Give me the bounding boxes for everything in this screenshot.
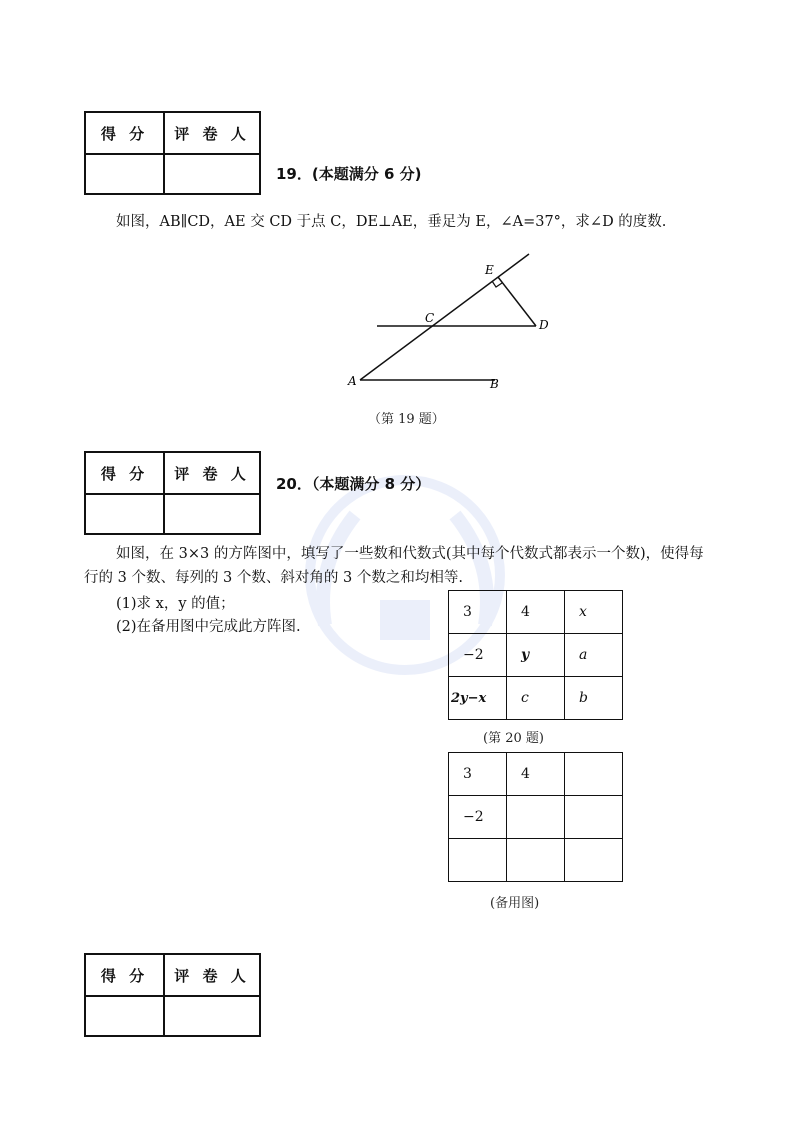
q20-backup-grid — [448, 752, 623, 882]
q19-title: 19．(本题满分 6 分) — [276, 165, 422, 183]
q20-sub2: (2)在备用图中完成此方阵图. — [116, 619, 301, 635]
grid-cell — [507, 839, 565, 882]
label-a: A — [348, 374, 357, 388]
grader-label: 评 卷 人 — [164, 112, 260, 154]
q19-caption: （第 19 题） — [368, 412, 445, 427]
grader-label: 评 卷 人 — [164, 954, 260, 996]
label-e: E — [485, 263, 494, 277]
grader-cell — [164, 494, 260, 534]
grader-label: 评 卷 人 — [164, 452, 260, 494]
q20-title: 20．（本题满分 8 分） — [276, 475, 431, 493]
label-b: B — [490, 377, 499, 391]
q19-text: 如图，AB∥CD，AE 交 CD 于点 C，DE⊥AE，垂足为 E，∠A=37°，求∠D 的度数. — [116, 214, 667, 230]
grid-cell — [565, 753, 623, 796]
right-angle-mark — [492, 281, 502, 287]
grid-cell — [449, 839, 507, 882]
score-label: 得 分 — [85, 954, 164, 996]
grid-cell: x — [565, 591, 623, 634]
grid-cell: 4 — [507, 753, 565, 796]
q20-caption: (第 20 题) — [483, 731, 544, 746]
q20-text-line1: 如图，在 3×3 的方阵图中，填写了一些数和代数式(其中每个代数式都表示一个数)，使得每 — [116, 546, 704, 562]
grid-cell: a — [565, 634, 623, 677]
line-ed — [498, 277, 536, 326]
label-d: D — [539, 318, 549, 332]
score-label: 得 分 — [85, 452, 164, 494]
q20-backup-caption: (备用图) — [490, 896, 540, 911]
score-table-q20 — [84, 451, 261, 535]
grid-cell: y — [507, 634, 565, 677]
grid-cell: −2 — [449, 796, 507, 839]
score-cell — [85, 154, 164, 194]
score-label: 得 分 — [85, 112, 164, 154]
grid-cell — [565, 839, 623, 882]
grid-cell: b — [565, 677, 623, 720]
score-table-q19 — [84, 111, 261, 195]
grid-cell: −2 — [449, 634, 507, 677]
score-cell — [85, 996, 164, 1036]
grader-cell — [164, 996, 260, 1036]
grid-cell: 2y−x — [449, 677, 507, 720]
grid-cell: 4 — [507, 591, 565, 634]
grid-cell: 3 — [449, 591, 507, 634]
label-c: C — [425, 311, 435, 325]
grid-cell: c — [507, 677, 565, 720]
q20-text-line2: 行的 3 个数、每列的 3 个数、斜对角的 3 个数之和均相等. — [84, 570, 463, 586]
line-ae — [360, 254, 529, 380]
q20-sub1: (1)求 x，y 的值； — [116, 596, 235, 612]
grid-cell: 3 — [449, 753, 507, 796]
q19-figure — [340, 250, 570, 400]
score-table-next — [84, 953, 261, 1037]
grader-cell — [164, 154, 260, 194]
q20-grid — [448, 590, 623, 720]
grid-cell — [565, 796, 623, 839]
grid-cell — [507, 796, 565, 839]
score-cell — [85, 494, 164, 534]
